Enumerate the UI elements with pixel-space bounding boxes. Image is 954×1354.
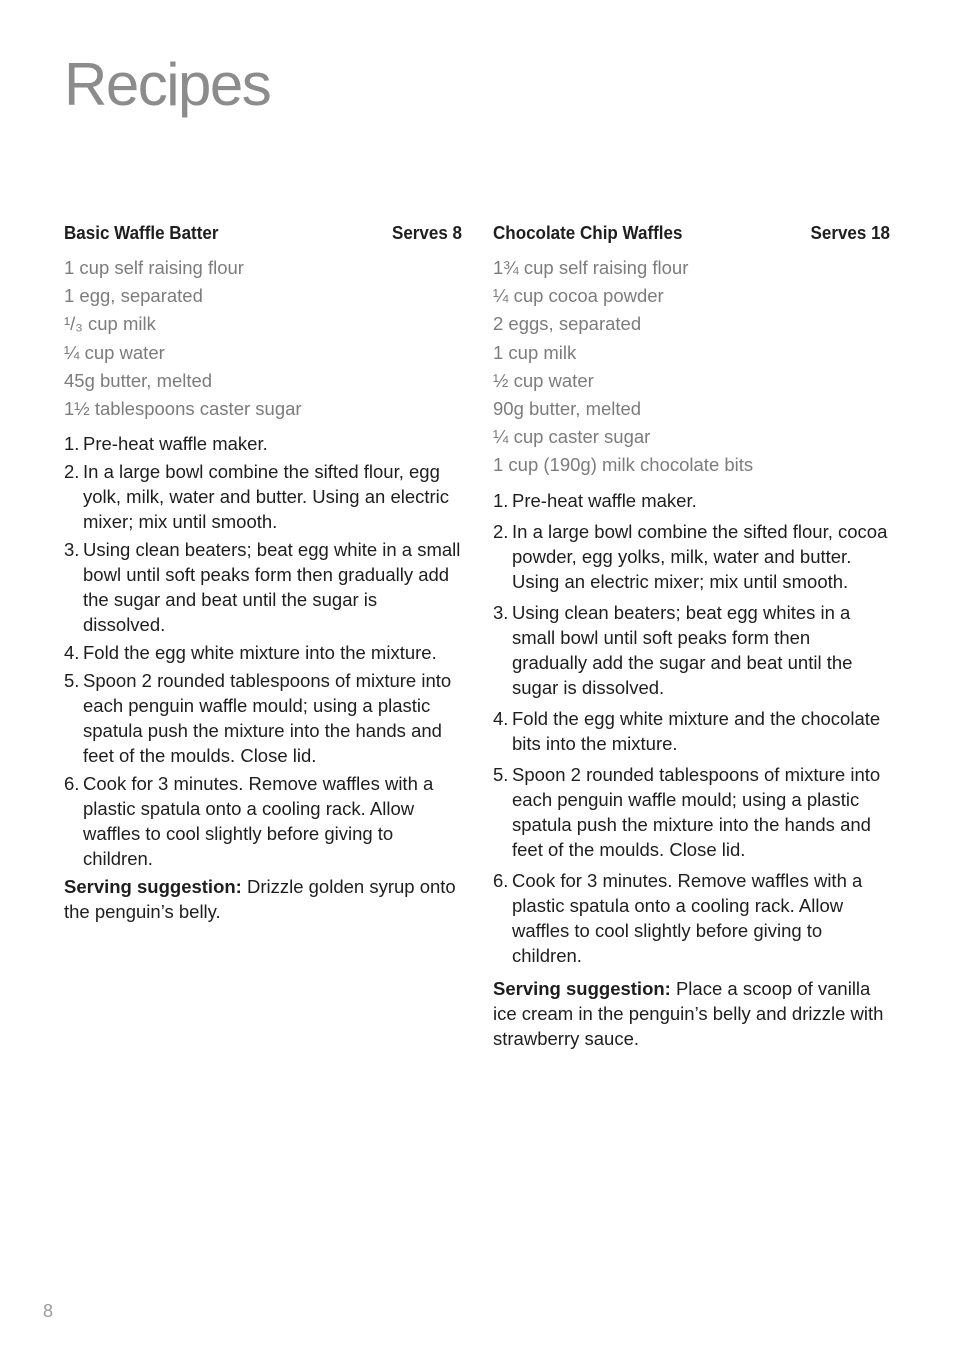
step-number: 4. <box>493 707 509 729</box>
recipe-serves: Serves 18 <box>810 222 891 243</box>
step-number: 6. <box>64 773 80 795</box>
ingredient-item: 1 cup milk <box>493 341 577 363</box>
method-step <box>64 537 462 637</box>
step-number: 4. <box>64 642 80 664</box>
step-text: Spoon 2 rounded tablespoons of mixture into each penguin waffle mould; using a plastic spatula push the mixture into the hands and feet of the moulds. Close lid. <box>83 670 452 767</box>
ingredient-item: 1 egg, separated <box>64 285 203 307</box>
method-step <box>493 488 890 513</box>
page-title: Recipes <box>64 51 271 118</box>
ingredient-item: ½ cup water <box>493 369 594 391</box>
method-step <box>493 868 890 968</box>
step-number: 2. <box>64 461 80 483</box>
step-number: 5. <box>493 763 509 785</box>
serving-suggestion-label: Serving suggestion: <box>493 977 671 999</box>
step-number: 1. <box>64 433 80 455</box>
method-step <box>64 771 462 871</box>
step-text: Pre-heat waffle maker. <box>83 433 268 455</box>
recipe-header <box>493 222 890 244</box>
method-step <box>64 640 462 665</box>
step-text: Pre-heat waffle maker. <box>512 489 697 511</box>
ingredient-item: 2 eggs, separated <box>493 313 642 335</box>
method-step <box>64 459 462 534</box>
method-step <box>493 519 890 594</box>
method-step <box>493 706 890 756</box>
step-number: 3. <box>493 601 509 623</box>
ingredient-item: 1½ tablespoons caster sugar <box>64 398 302 420</box>
ingredient-item: ¼ cup water <box>64 341 165 363</box>
method-step <box>493 600 890 700</box>
ingredient-item: 45g butter, melted <box>64 369 213 391</box>
recipe-title: Chocolate Chip Waffles <box>493 222 683 243</box>
step-number: 3. <box>64 539 80 561</box>
step-text: Fold the egg white mixture and the chocolate bits into the mixture. <box>512 707 881 754</box>
ingredient-item: ¼ cup caster sugar <box>493 426 651 448</box>
step-text: Cook for 3 minutes. Remove waffles with a plastic spatula onto a cooling rack. Allow waffles to cool slightly before giving to children. <box>83 773 434 870</box>
ingredient-item: ¹/₃ cup milk <box>64 313 156 335</box>
step-number: 5. <box>64 670 80 692</box>
ingredient-item: 90g butter, melted <box>493 398 642 420</box>
step-text: Using clean beaters; beat egg white in a small bowl until soft peaks form then gradually add the sugar and beat until the sugar is dissolved. <box>83 539 461 636</box>
step-number: 1. <box>493 489 509 511</box>
serving-suggestion <box>64 874 462 924</box>
method-step <box>493 762 890 862</box>
ingredient-item: 1 cup (190g) milk chocolate bits <box>493 454 754 476</box>
recipe-header <box>64 222 462 244</box>
step-text: In a large bowl combine the sifted flour, egg yolk, milk, water and butter. Using an electric mixer; mix until smooth. <box>83 461 450 533</box>
step-number: 6. <box>493 869 509 891</box>
ingredient-item: 1¾ cup self raising flour <box>493 257 689 278</box>
recipe-title: Basic Waffle Batter <box>64 222 219 243</box>
method-steps <box>493 488 890 968</box>
step-text: Spoon 2 rounded tablespoons of mixture into each penguin waffle mould; using a plastic spatula push the mixture into the hands and feet of the moulds. Close lid. <box>512 763 881 860</box>
page-number: 8 <box>43 1301 54 1321</box>
step-text: Fold the egg white mixture into the mixture. <box>83 642 437 664</box>
ingredient-list <box>64 254 462 423</box>
serving-suggestion <box>493 976 890 1051</box>
ingredient-list <box>493 254 890 480</box>
step-number: 2. <box>493 520 509 542</box>
method-step <box>64 431 462 456</box>
serving-suggestion-label: Serving suggestion: <box>64 876 242 898</box>
step-text: In a large bowl combine the sifted flour, cocoa powder, egg yolks, milk, water and butter. Using an electric mixer; mix until smooth. <box>512 520 888 592</box>
serving-suggestion-text: Place a scoop of vanilla ice cream in the penguin’s belly and drizzle with strawberry sauce. <box>493 977 884 1049</box>
recipe-basic-waffle-batter <box>64 222 462 943</box>
step-text: Using clean beaters; beat egg whites in a small bowl until soft peaks form then gradually add the sugar and beat until the sugar is dissolved. <box>512 601 853 698</box>
ingredient-item: ¼ cup cocoa powder <box>493 285 664 307</box>
recipe-chocolate-chip-waffles <box>493 222 890 1069</box>
serving-suggestion-text: Drizzle golden syrup onto the penguin’s belly. <box>64 876 456 923</box>
method-step <box>64 668 462 768</box>
method-steps <box>64 431 462 871</box>
step-text: Cook for 3 minutes. Remove waffles with a plastic spatula onto a cooling rack. Allow waffles to cool slightly before giving to children. <box>512 869 863 966</box>
ingredient-item: 1 cup self raising flour <box>64 257 244 278</box>
recipe-serves: Serves 8 <box>391 222 463 243</box>
